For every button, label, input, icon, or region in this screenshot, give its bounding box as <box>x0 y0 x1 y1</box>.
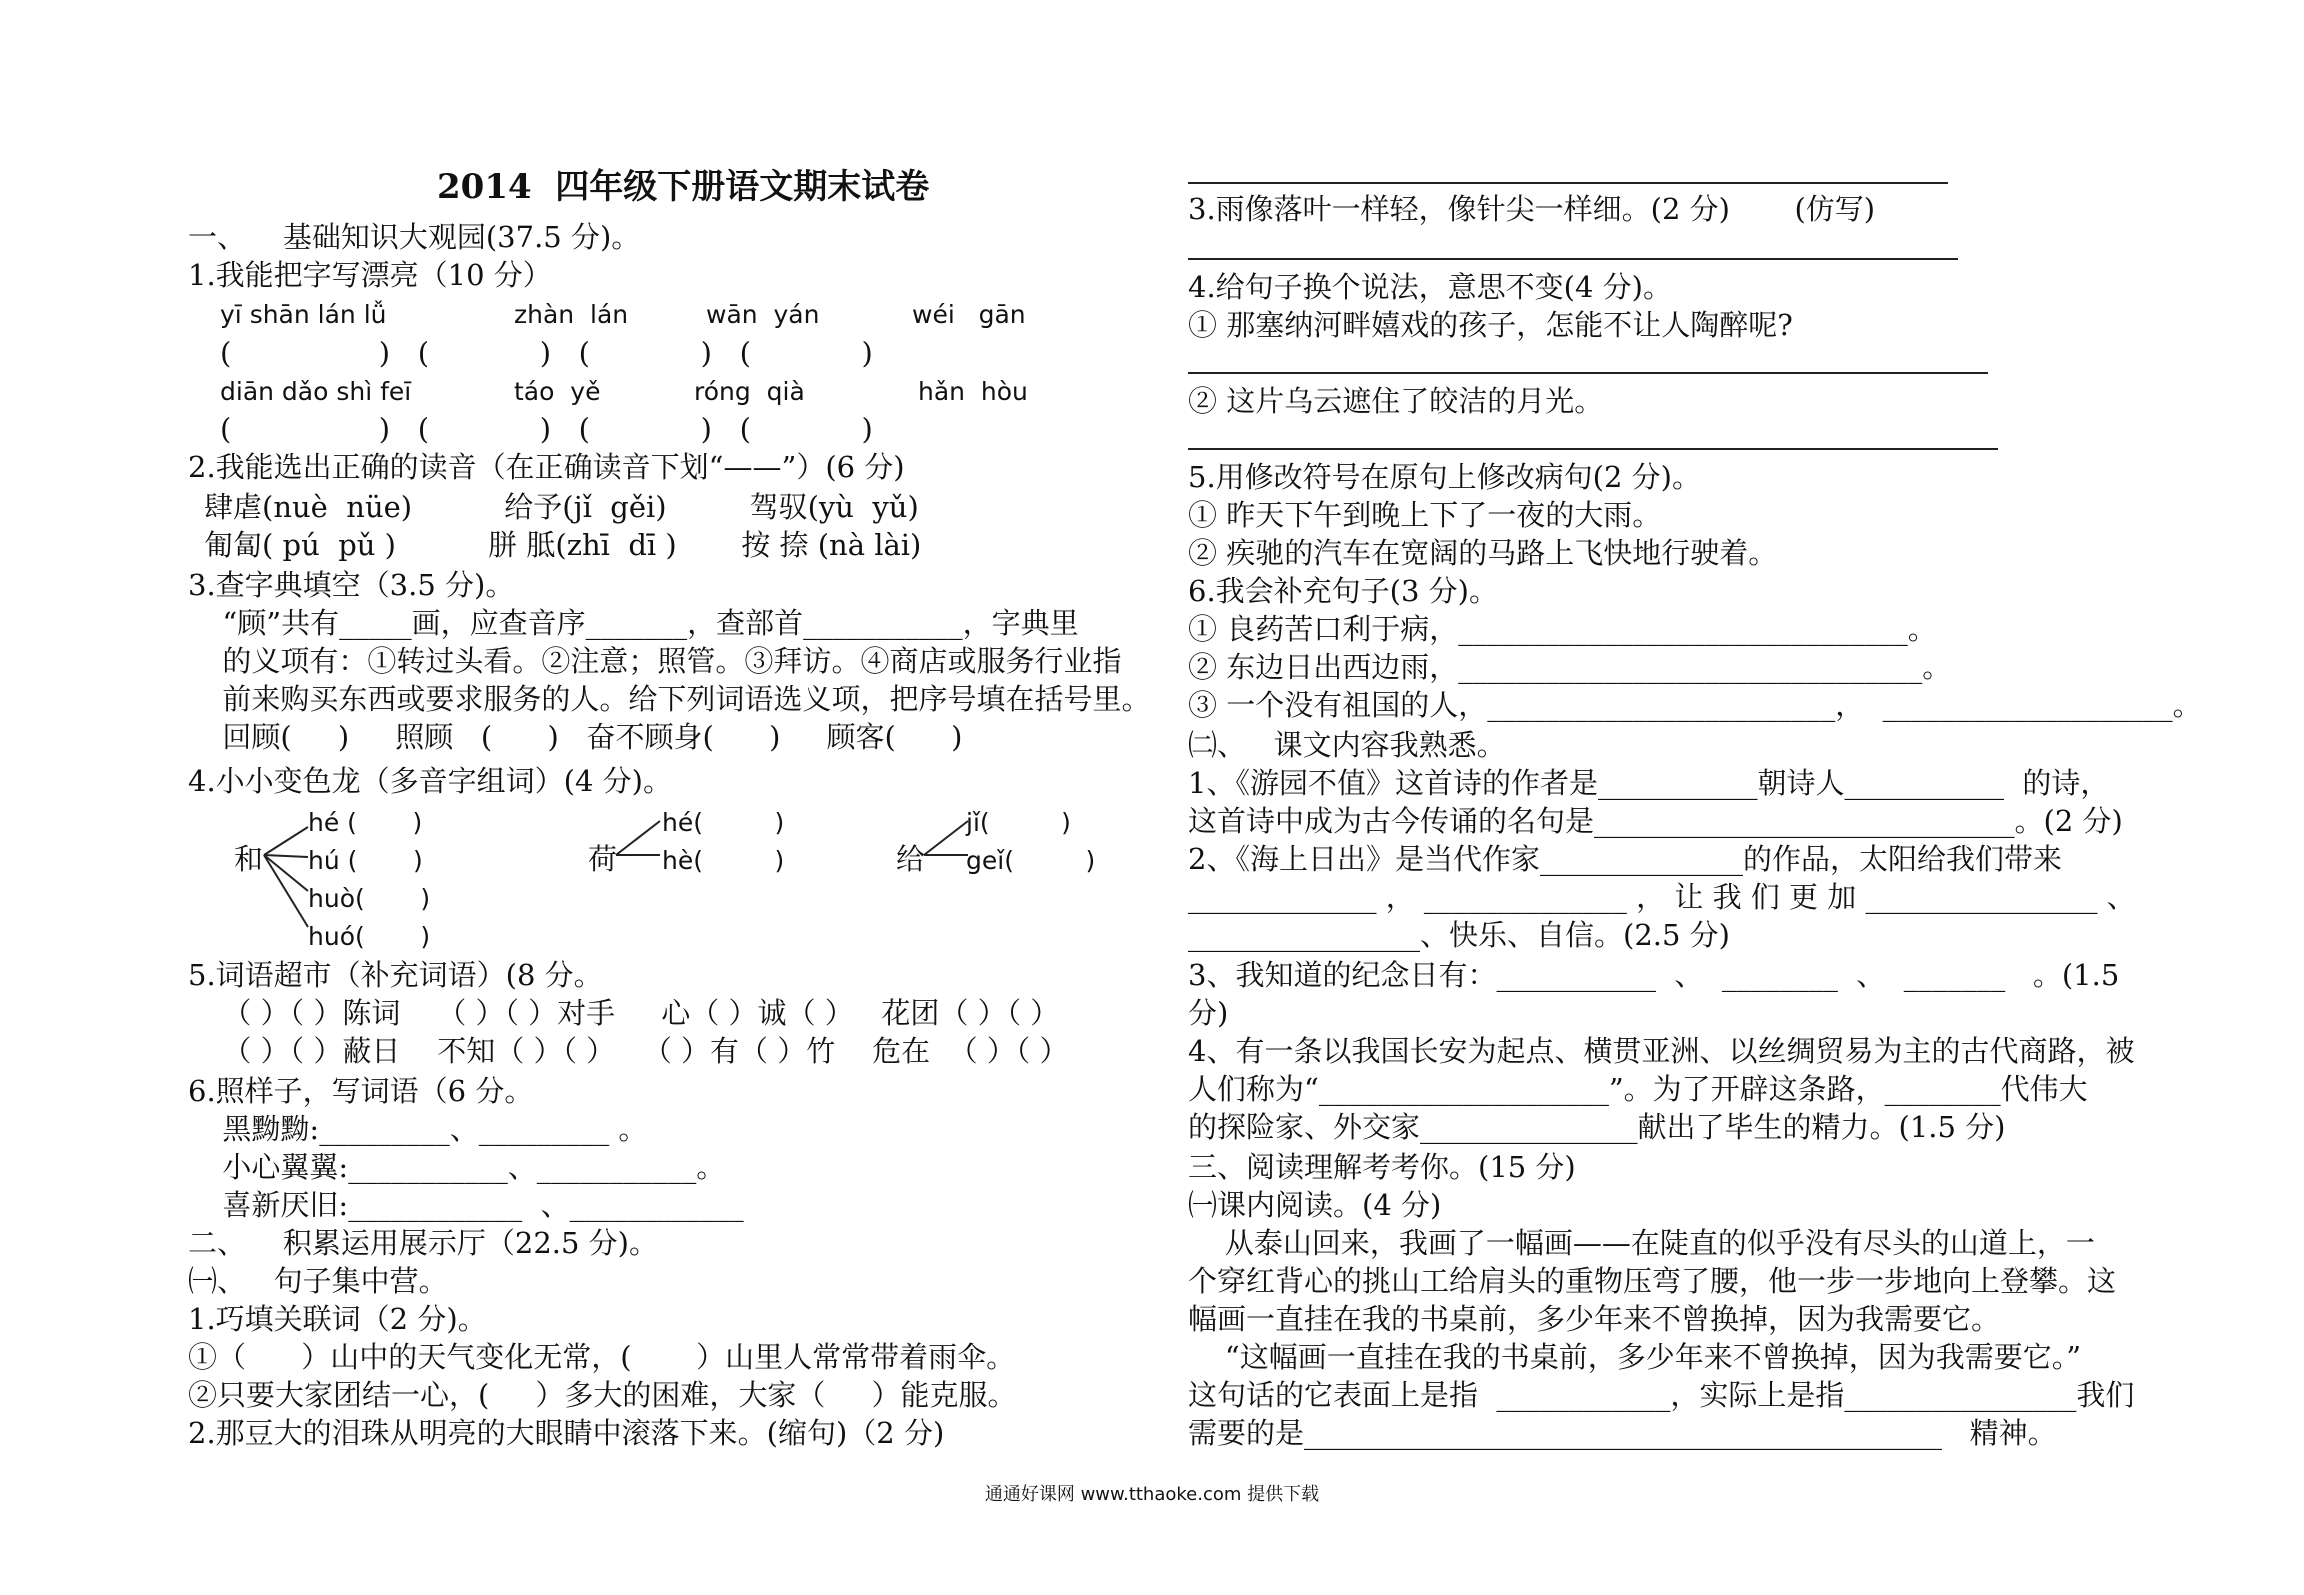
sentence-q5-b: ② 疾驰的汽车在宽阔的马路上飞快地行驶着。 <box>1188 536 1778 570</box>
question-3-line-b: 的义项有：①转过头看。②注意；照管。③拜访。④商店或服务行业指 <box>204 644 1122 678</box>
sentence-q4-b: ② 这片乌云遮住了皎洁的月光。 <box>1188 384 1604 418</box>
sentence-q1: 1.巧填关联词（2 分)。 <box>188 1302 487 1336</box>
text-q4-line-c: 的探险家、外交家_______________献出了毕生的精力。(1.5 分) <box>1188 1110 2006 1144</box>
question-6-row-c: 喜新厌旧:____________ 、____________ <box>204 1188 744 1222</box>
answer-line[interactable] <box>1188 258 1958 260</box>
branch-lines-ho <box>614 815 664 875</box>
sentence-q5: 5.用修改符号在原句上修改病句(2 分)。 <box>1188 460 1701 494</box>
sentence-q5-a: ① 昨天下午到晚上下了一夜的大雨。 <box>1188 498 1662 532</box>
pinyin-1b: zhàn lán <box>514 300 629 329</box>
sentence-q4-a: ① 那塞纳河畔嬉戏的孩子，怎能不让人陶醉呢? <box>1188 308 1793 342</box>
sentence-q6: 6.我会补充句子(3 分)。 <box>1188 574 1498 608</box>
text-q2-line-b: _____________ ， ______________ ， 让 我 们 更 加 ________________ 、 <box>1188 880 2136 914</box>
polyphone-he-1: hé ( ) <box>308 808 423 837</box>
answer-line[interactable] <box>1188 448 1998 450</box>
answer-brackets-2[interactable]: ( ) ( ) ( ) ( ) <box>220 412 873 446</box>
pinyin-2d: hǎn hòu <box>918 377 1028 406</box>
question-3-line-c: 前来购买东西或要求服务的人。给下列词语选义项，把序号填在括号里。 <box>204 682 1151 716</box>
question-2: 2.我能选出正确的读音（在正确读音下划“——”）(6 分) <box>188 450 905 484</box>
text-q2-line-c: ________________、快乐、自信。(2.5 分) <box>1188 918 1730 952</box>
section-2-heading: 二、 积累运用展示厅（22.5 分)。 <box>188 1226 658 1260</box>
polyphone-ho-1: hé( ) <box>662 808 785 837</box>
sentence-q1-a: ①（ ）山中的天气变化无常，( ）山里人常常带着雨伞。 <box>188 1340 1016 1374</box>
text-q4-line-a: 4、有一条以我国长安为起点、横贯亚洲、以丝绸贸易为主的古代商路，被 <box>1188 1034 2135 1068</box>
pinyin-2c: róng qià <box>694 377 805 406</box>
question-6: 6.照样子，写词语（6 分。 <box>188 1074 534 1108</box>
question-5-row-a: （ ）（ ）陈词 （ ）（ ）对手 心（ ）诚（ ） 花团（ ）（ ） <box>204 996 1060 1030</box>
question-2-row-a: 肆虐(nuè nüe) 给予(jǐ gěi) 驾驭(yù yǔ) <box>204 490 919 524</box>
reading-para-1: 从泰山回来，我画了一幅画——在陡直的似乎没有尽头的山道上，一 <box>1188 1226 2095 1260</box>
pinyin-2b: táo yě <box>514 377 601 406</box>
polyphone-he-4: huó( ) <box>308 922 431 951</box>
question-2-row-b: 匍匐( pú pǔ ) 胼 胝(zhī dī ) 按 捺 (nà lài) <box>204 528 922 562</box>
polyphone-char-ho: 荷 <box>588 842 618 876</box>
answer-line[interactable] <box>1188 182 1948 184</box>
reading-para-4: “这幅画一直挂在我的书桌前，多少年来不曾换掉，因为我需要它。” <box>1188 1340 2082 1374</box>
question-6-row-b: 小心翼翼:___________、___________。 <box>204 1150 726 1184</box>
sentence-q3: 3.雨像落叶一样轻，像针尖一样细。(2 分) (仿写) <box>1188 192 1876 226</box>
polyphone-he-3: huò( ) <box>308 884 431 913</box>
reading-para-6: 需要的是____________________________________________ 精神。 <box>1188 1416 2057 1450</box>
text-q1-line-b: 这首诗中成为古今传诵的名句是_____________________________。(2 分) <box>1188 804 2123 838</box>
sentence-q4: 4.给句子换个说法，意思不变(4 分)。 <box>1188 270 1672 304</box>
polyphone-char-ge: 给 <box>896 842 926 876</box>
pinyin-1c: wān yán <box>706 300 820 329</box>
question-5-row-b: （ ）（ ）蔽日 不知（ ）（ ） （ ）有（ ）竹 危在 （ ）（ ） <box>204 1034 1069 1068</box>
subsection-2-heading: ㈡、 课文内容我熟悉。 <box>1188 728 1506 762</box>
question-3: 3.查字典填空（3.5 分)。 <box>188 568 515 602</box>
sentence-q6-b: ② 东边日出西边雨，________________________________。 <box>1188 650 1952 684</box>
polyphone-ge-2: geǐ( ) <box>966 846 1096 875</box>
pinyin-1a: yī shān lán lǚ <box>220 300 387 329</box>
subsection-1-heading: ㈠、 句子集中营。 <box>188 1264 448 1298</box>
pinyin-2a: diān dǎo shì feī <box>220 377 412 406</box>
text-q3-line-a: 3、我知道的纪念日有：___________ 、 ________ 、 _______ 。(1.5 <box>1188 958 2120 992</box>
section-1-heading: 一、 基础知识大观园(37.5 分)。 <box>188 220 641 254</box>
question-4: 4.小小变色龙（多音字组词）(4 分)。 <box>188 764 672 798</box>
text-q3-line-b: 分) <box>1188 996 1229 1030</box>
pinyin-1d: wéi gān <box>912 300 1026 329</box>
text-q1-line-a: 1、《游园不值》这首诗的作者是___________朝诗人___________ 的诗， <box>1188 766 2110 800</box>
text-q2-line-a: 2、《海上日出》是当代作家______________的作品，太阳给我们带来 <box>1188 842 2062 876</box>
page-footer: 通通好课网 www.tthaoke.com 提供下载 <box>984 1484 1320 1505</box>
reading-para-5: 这句话的它表面上是指 ____________，实际上是指________________我们 <box>1188 1378 2135 1412</box>
sentence-q6-a: ① 良药苦口利于病，_______________________________。 <box>1188 612 1937 646</box>
subsection-3-heading: ㈠课内阅读。(4 分) <box>1188 1188 1442 1222</box>
answer-brackets-1[interactable]: ( ) ( ) ( ) ( ) <box>220 336 873 370</box>
text-q4-line-b: 人们称为“____________________”。为了开辟这条路，________代伟大 <box>1188 1072 2088 1106</box>
polyphone-char-he: 和 <box>234 842 264 876</box>
question-3-line-a: “顾”共有_____画，应查音序_______，查部首___________，字典里 <box>204 606 1079 640</box>
exam-title: 2014 四年级下册语文期末试卷 <box>437 167 930 207</box>
polyphone-ge-1: jǐ( ) <box>966 808 1071 837</box>
section-3-heading: 三、阅读理解考考你。(15 分) <box>1188 1150 1576 1184</box>
answer-line[interactable] <box>1188 372 1988 374</box>
branch-lines-he <box>262 815 312 935</box>
polyphone-ho-2: hè( ) <box>662 846 785 875</box>
polyphone-he-2: hú ( ) <box>308 846 423 875</box>
reading-para-3: 幅画一直挂在我的书桌前，多少年来不曾换掉，因为我需要它。 <box>1188 1302 2001 1336</box>
question-6-row-a: 黑黝黝:_________、_________ 。 <box>204 1112 648 1146</box>
sentence-q2: 2.那豆大的泪珠从明亮的大眼睛中滚落下来。(缩句)（2 分) <box>188 1416 945 1450</box>
question-1: 1.我能把字写漂亮（10 分） <box>188 258 552 292</box>
branch-lines-ge <box>922 815 972 875</box>
question-5: 5.词语超市（补充词语）(8 分。 <box>188 958 603 992</box>
sentence-q1-b: ②只要大家团结一心，( ）多大的困难，大家（ ）能克服。 <box>188 1378 1017 1412</box>
reading-para-2: 个穿红背心的挑山工给肩头的重物压弯了腰，他一步一步地向上登攀。这 <box>1188 1264 2117 1298</box>
question-3-line-d: 回顾( ) 照顾 ( ) 奋不顾身( ) 顾客( ) <box>204 720 963 754</box>
sentence-q6-c: ③ 一个没有祖国的人，________________________， ____________________。 <box>1188 688 2202 722</box>
